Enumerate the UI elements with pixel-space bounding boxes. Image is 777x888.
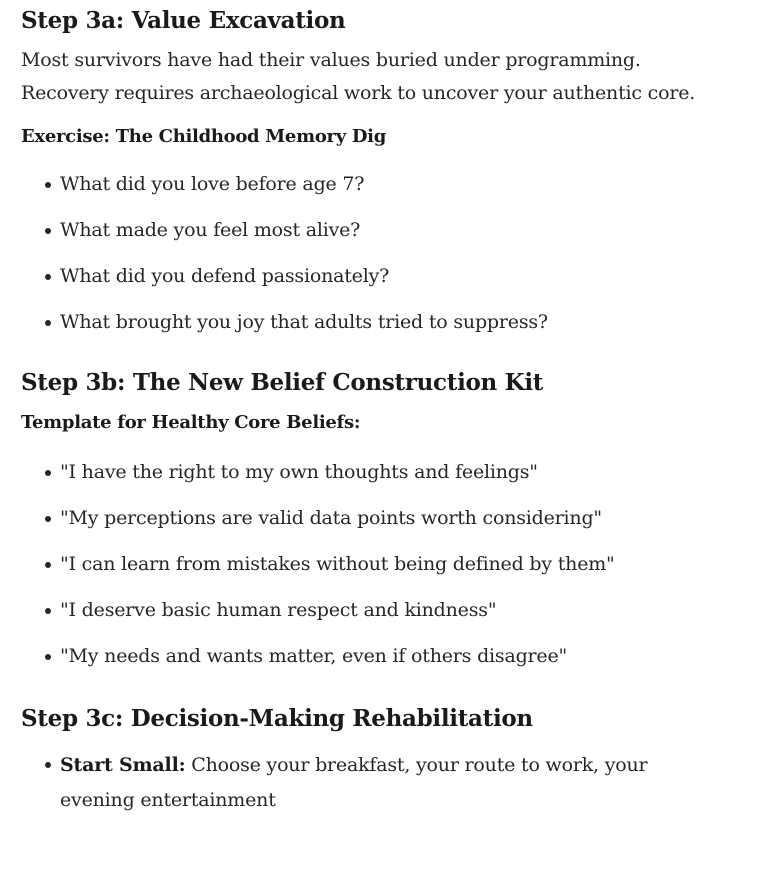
list-item: What made you feel most alive?: [21, 214, 766, 260]
bullet-icon: [45, 608, 51, 614]
bullet-icon: [45, 320, 51, 326]
step-3a-heading: Step 3a: Value Excavation: [21, 7, 346, 34]
paragraph-line-1: Most survivors have had their values buried under programming.: [21, 49, 641, 71]
bullet-icon: [45, 274, 51, 280]
list-item: "My perceptions are valid data points worth considering": [21, 502, 766, 548]
bullet-icon: [45, 470, 51, 476]
article-content: [21, 0, 766, 818]
bullet-icon: [45, 182, 51, 188]
bullet-icon: [45, 228, 51, 234]
bullet-icon: [45, 654, 51, 660]
decision-steps-list: [21, 748, 766, 818]
item-text-line-1: Choose your breakfast, your route to work, your: [191, 754, 648, 776]
bullet-icon: [45, 562, 51, 568]
list-item: [21, 748, 766, 818]
step-3b-heading: Step 3b: The New Belief Construction Kit: [21, 369, 544, 396]
bullet-icon: [45, 516, 51, 522]
step-3c-heading: Step 3c: Decision-Making Rehabilitation: [21, 705, 533, 732]
list-item: What did you defend passionately?: [21, 260, 766, 306]
item-label: Start Small:: [60, 754, 186, 776]
list-item: "My needs and wants matter, even if others disagree": [21, 640, 766, 686]
paragraph-line-2: Recovery requires archaeological work to uncover your authentic core.: [21, 82, 696, 104]
bullet-icon: [45, 762, 51, 768]
item-text-line-2: evening entertainment: [60, 789, 276, 811]
list-item: "I have the right to my own thoughts and feelings": [21, 456, 766, 502]
list-item: What brought you joy that adults tried to suppress?: [21, 306, 766, 352]
list-item: "I deserve basic human respect and kindness": [21, 594, 766, 640]
step-3a-paragraph: [21, 44, 766, 110]
list-item: "I can learn from mistakes without being defined by them": [21, 548, 766, 594]
list-item: What did you love before age 7?: [21, 168, 766, 214]
template-heading: Template for Healthy Core Beliefs:: [21, 412, 361, 433]
core-beliefs-list: [21, 456, 766, 686]
exercise-heading: Exercise: The Childhood Memory Dig: [21, 126, 386, 147]
memory-questions-list: [21, 168, 766, 352]
